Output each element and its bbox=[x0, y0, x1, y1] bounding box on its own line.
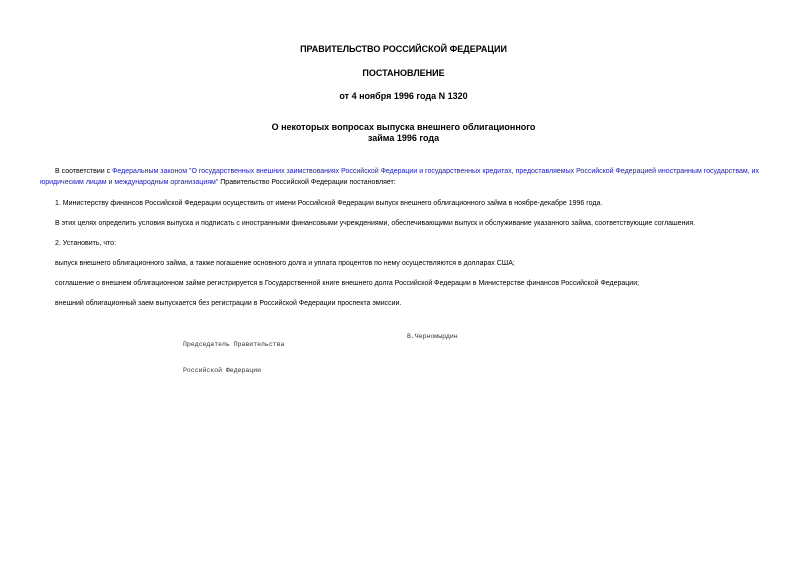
paragraph-3: 2. Установить, что: bbox=[55, 240, 117, 247]
document-date-number: от 4 ноября 1996 года N 1320 bbox=[339, 91, 468, 101]
issuing-authority: ПРАВИТЕЛЬСТВО РОССИЙСКОЙ ФЕДЕРАЦИИ bbox=[300, 44, 507, 54]
paragraph-6: внешний облигационный заем выпускается без регистрации в Российской Федерации проспекта эмиссии. bbox=[55, 300, 402, 307]
document-title bbox=[40, 122, 767, 144]
intro-suffix: Правительство Российской Федерации постановляет: bbox=[218, 179, 396, 186]
document-title-line-1: О некоторых вопросах выпуска внешнего облигационного bbox=[271, 122, 536, 132]
document-type: ПОСТАНОВЛЕНИЕ bbox=[362, 68, 445, 78]
signature-block bbox=[183, 324, 458, 401]
paragraph-4: выпуск внешнего облигационного займа, а также погашение основного долга и уплата процентов по нему осуществляются в долларах США; bbox=[55, 260, 515, 267]
intro-prefix: В соответствии с bbox=[55, 168, 113, 175]
paragraph-2: В этих целях определить условия выпуска и подписать с иностранными финансовыми учреждениями, обеспечивающими выпуск и обслуживание указанного займа, соответствующие соглашения. bbox=[55, 220, 696, 227]
signatory-position-line-2: Российской Федерации bbox=[183, 366, 262, 374]
intro-paragraph bbox=[40, 166, 767, 188]
signatory-name: В.Черномырдин bbox=[407, 332, 458, 340]
document-body bbox=[40, 166, 767, 309]
federal-law-link[interactable]: Федеральным законом "О государственных внешних заимствованиях Российской Федерации и государственных кредитах, предоставляемых Российской Федерацией иностранным государствам, их юридическим лицам и международным организациям" bbox=[40, 168, 759, 186]
paragraph-5: соглашение о внешнем облигационном займе регистрируется в Государственной книге внешнего долга Российской Федерации в Министерстве финансов Российской Федерации; bbox=[55, 280, 640, 287]
signatory-position-line-1: Председатель Правительства bbox=[183, 341, 285, 348]
document-title-line-2: займа 1996 года bbox=[367, 133, 440, 143]
paragraph-1: 1. Министерству финансов Российской Федерации осуществить от имени Российской Федерации выпуск внешнего облигационного займа в ноябре-декабре 1996 года. bbox=[55, 200, 603, 207]
